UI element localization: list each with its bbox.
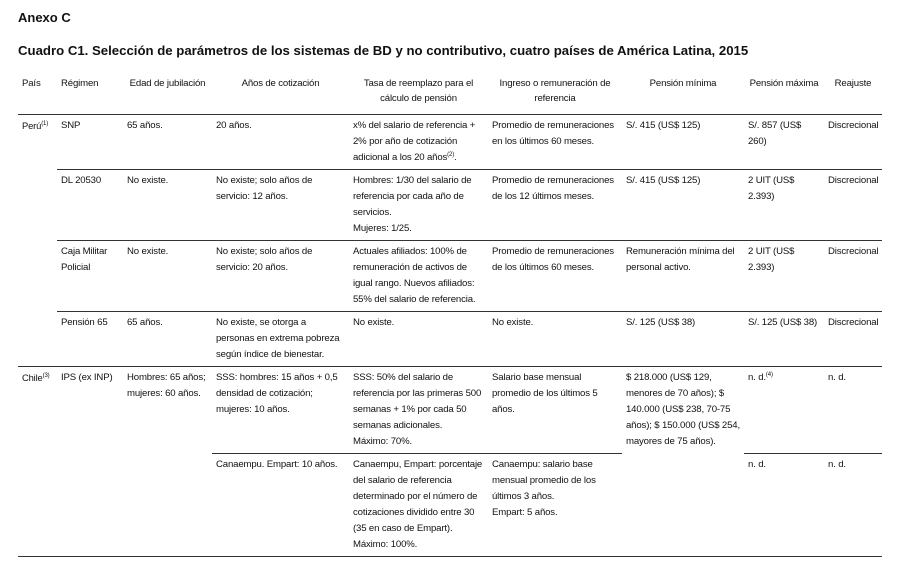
cell-minima: S/. 415 (US$ 125) [622,170,744,241]
header-minima: Pensión mínima [622,72,744,115]
footnote-marker: (1) [41,120,49,127]
header-reajuste: Reajuste [824,72,882,115]
header-edad: Edad de jubilación [123,72,212,115]
cell-maxima: S/. 125 (US$ 38) [744,312,824,367]
cell-ingreso: Promedio de remuneraciones de los 12 últimos meses. [488,170,622,241]
cell-ingreso: Canaempu: salario base mensual promedio de los últimos 3 años. Empart: 5 años. [488,454,622,557]
cell-anos: No existe; solo años de servicio: 20 años. [212,241,349,312]
cell-tasa: SSS: 50% del salario de referencia por las primeras 500 semanas + 1% por cada 50 semanas adicionales. Máximo: 70%. [349,367,488,454]
country-peru: Perú$^{(1)}$ [22,120,49,131]
cell-anos: No existe; solo años de servicio: 12 años. [212,170,349,241]
cell-reajuste: Discrecional [824,241,882,312]
cell-ingreso: Salario base mensual promedio de los últimos 5 años. [488,367,622,454]
table-row [18,115,882,170]
header-regimen: Régimen [57,72,123,115]
cell-reajuste: Discrecional [828,120,879,131]
cell-maxima: n. d. [744,454,824,557]
cell-ingreso: No existe. [488,312,622,367]
cell-regimen: SNP [61,120,81,131]
table-caption: Cuadro C1. Selección de parámetros de los sistemas de BD y no contributivo, cuatro países de América Latina, 2015 [18,43,749,58]
cell-edad: Hombres: 65 años; mujeres: 60 años. [123,367,212,557]
cell-edad: No existe. [123,170,212,241]
cell-tasa: x% del salario de referencia + 2% por año de cotización adicional a los 20 años$^{(2)}$. [353,120,476,163]
cell-reajuste: Discrecional [824,312,882,367]
cell-anos: SSS: hombres: 15 años + 0,5 densidad de cotización; mujeres: 10 años. [212,367,349,454]
header-anos: Años de cotización [212,72,349,115]
header-ingreso: Ingreso o remuneración de referencia [488,72,622,115]
table-row [18,312,882,367]
cell-ingreso: Promedio de remuneraciones en los últimos 60 meses. [492,120,614,147]
cell-maxima: 2 UIT (US$ 2.393) [744,241,824,312]
cell-minima: S/. 125 (US$ 38) [622,312,744,367]
cell-minima: $ 218.000 (US$ 129, menores de 70 años); $ 140.000 (US$ 238, 70-75 años); $ 150.000 (US$ 254, mayores de 75 años). [622,367,744,557]
header-row [18,72,882,115]
footnote-marker: (4) [765,371,773,378]
cell-tasa: Actuales afiliados: 100% de remuneración de activos de igual rango. Nuevos afiliados: 55% del salario de referencia. [349,241,488,312]
cell-edad: 65 años. [127,120,163,131]
cell-anos: Canaempu. Empart: 10 años. [212,454,349,557]
cell-tasa: Hombres: 1/30 del salario de referencia por cada año de servicios. Mujeres: 1/25. [349,170,488,241]
cell-reajuste: Discrecional [824,170,882,241]
cell-tasa: Canaempu, Empart: porcentaje del salario de referencia determinado por el número de cotizaciones dividido entre 30 (35 en caso de Empart). Máximo: 100%. [349,454,488,557]
cell-minima: S/. 415 (US$ 125) [626,120,701,131]
cell-regimen: IPS (ex INP) [57,367,123,557]
cell-minima: Remuneración mínima del personal activo. [622,241,744,312]
header-maxima: Pensión máxima [744,72,824,115]
parameters-table [18,72,882,557]
cell-tasa: No existe. [349,312,488,367]
header-pais: País [18,72,57,115]
cell-reajuste: n. d. [824,367,882,454]
footnote-marker: (2) [447,151,455,158]
cell-reajuste: n. d. [824,454,882,557]
cell-maxima: 2 UIT (US$ 2.393) [744,170,824,241]
cell-ingreso: Promedio de remuneraciones de los últimos 60 meses. [488,241,622,312]
header-tasa: Tasa de reemplazo para el cálculo de pensión [349,72,488,115]
country-chile: Chile$^{(3)}$ [18,367,57,557]
cell-edad: No existe. [123,241,212,312]
cell-regimen: Caja Militar Policial [57,241,123,312]
table-row [18,367,882,454]
cell-regimen: Pensión 65 [57,312,123,367]
table-row [18,170,882,241]
table-row [18,241,882,312]
cell-edad: 65 años. [123,312,212,367]
footnote-marker: (3) [42,372,50,379]
cell-anos: No existe, se otorga a personas en extrema pobreza según índice de bienestar. [212,312,349,367]
cell-maxima: n. d.$^{(4)}$ [744,367,824,454]
cell-regimen: DL 20530 [57,170,123,241]
annex-title: Anexo C [18,10,71,25]
cell-anos: 20 años. [216,120,252,131]
cell-maxima: S/. 857 (US$ 260) [748,120,802,147]
